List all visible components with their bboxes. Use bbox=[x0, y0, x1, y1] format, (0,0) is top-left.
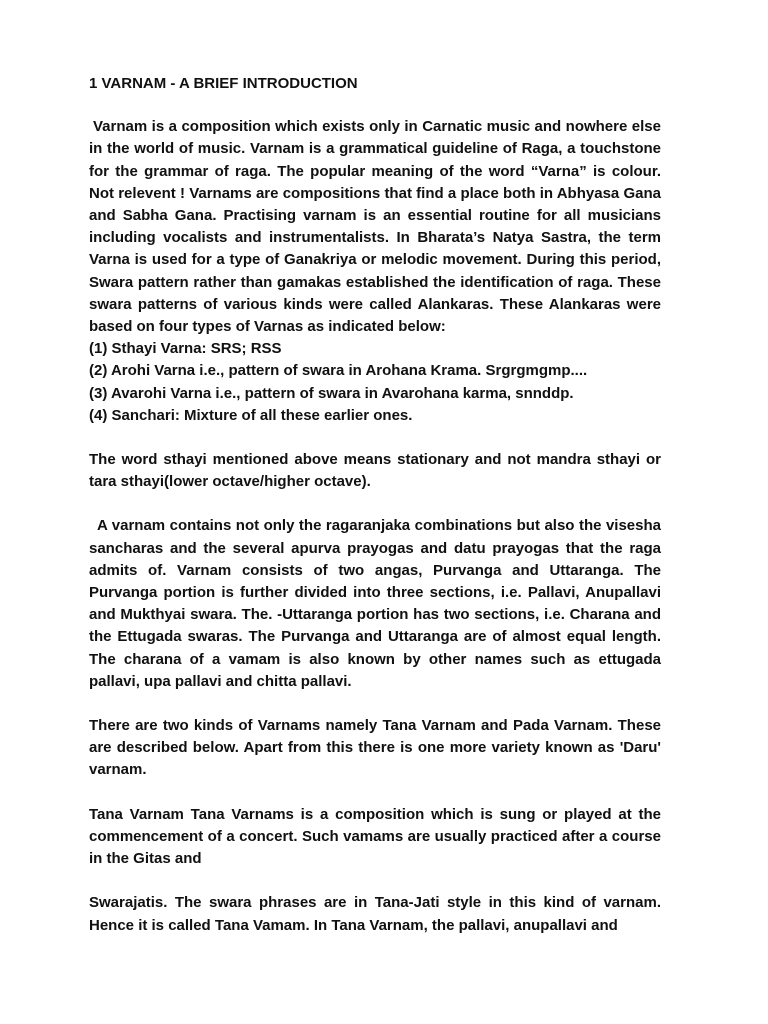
angas-paragraph: A varnam contains not only the ragaranjaka combinations but also the visesha sancharas and the several apurva prayogas and datu prayogas that the raga admits of. Varnam consists of two angas, Purvanga and Uttaranga. The Purvanga portion is further divided into three sections, i.e. Pallavi, Anupallavi and Mukthyai swara. The. -Uttaranga portion has two sections, i.e. Charana and the Ettugada swaras. The Purvanga and Uttaranga are of almost equal length. The charana of a vamam is also known by other names such as ettugada pallavi, upa pallavi and chitta pallavi. bbox=[89, 517, 661, 690]
spacer bbox=[89, 782, 661, 804]
sthayi-paragraph: The word sthayi mentioned above means stationary and not mandra sthayi or tara sthayi(lower octave/higher octave). bbox=[89, 451, 661, 491]
spacer bbox=[89, 493, 661, 515]
swarajatis-paragraph: Swarajatis. The swara phrases are in Tana-Jati style in this kind of varnam. Hence it is called Tana Vamam. In Tana Varnam, the pallavi, anupallavi and bbox=[89, 894, 661, 934]
spacer bbox=[89, 693, 661, 715]
list-item-4: (4) Sanchari: Mixture of all these earlier ones. bbox=[89, 406, 413, 424]
list-item-1: (1) Sthayi Varna: SRS; RSS bbox=[89, 340, 282, 358]
list-item-3: (3) Avarohi Varna i.e., pattern of swara in Avarohana karma, snnddp. bbox=[89, 384, 574, 402]
spacer bbox=[89, 870, 661, 892]
document-page bbox=[89, 73, 661, 937]
kinds-paragraph: There are two kinds of Varnams namely Tana Varnam and Pada Varnam. These are described below. Apart from this there is one more variety known as 'Daru' varnam. bbox=[89, 717, 661, 779]
tana-paragraph: Tana Varnam Tana Varnams is a composition which is sung or played at the commencement of a concert. Such vamams are usually practiced after a course in the Gitas and bbox=[89, 805, 661, 868]
spacer bbox=[89, 427, 661, 449]
list-item-2: (2) Arohi Varna i.e., pattern of swara in Arohana Krama. Srgrgmgmp.... bbox=[89, 362, 588, 380]
document-title: 1 VARNAM - A BRIEF INTRODUCTION bbox=[89, 75, 358, 92]
intro-paragraph: Varnam is a composition which exists only in Carnatic music and nowhere else in the world of music. Varnam is a grammatical guideline of Raga, a touchstone for the grammar of raga. The popular meaning of the word “Varna” is colour. Not relevent ! Varnams are compositions that find a place both in Abhyasa Gana and Sabha Gana. Practising varnam is an essential routine for all musicians including vocalists and instrumentalists. In Bharata’s Natya Sastra, the term Varna is used for a type of Ganakriya or melodic movement. During this period, Swara pattern rather than gamakas established the identification of raga. These swara patterns of various kinds were called Alankaras. These Alankaras were based on four types of Varnas as indicated below: bbox=[89, 118, 661, 336]
